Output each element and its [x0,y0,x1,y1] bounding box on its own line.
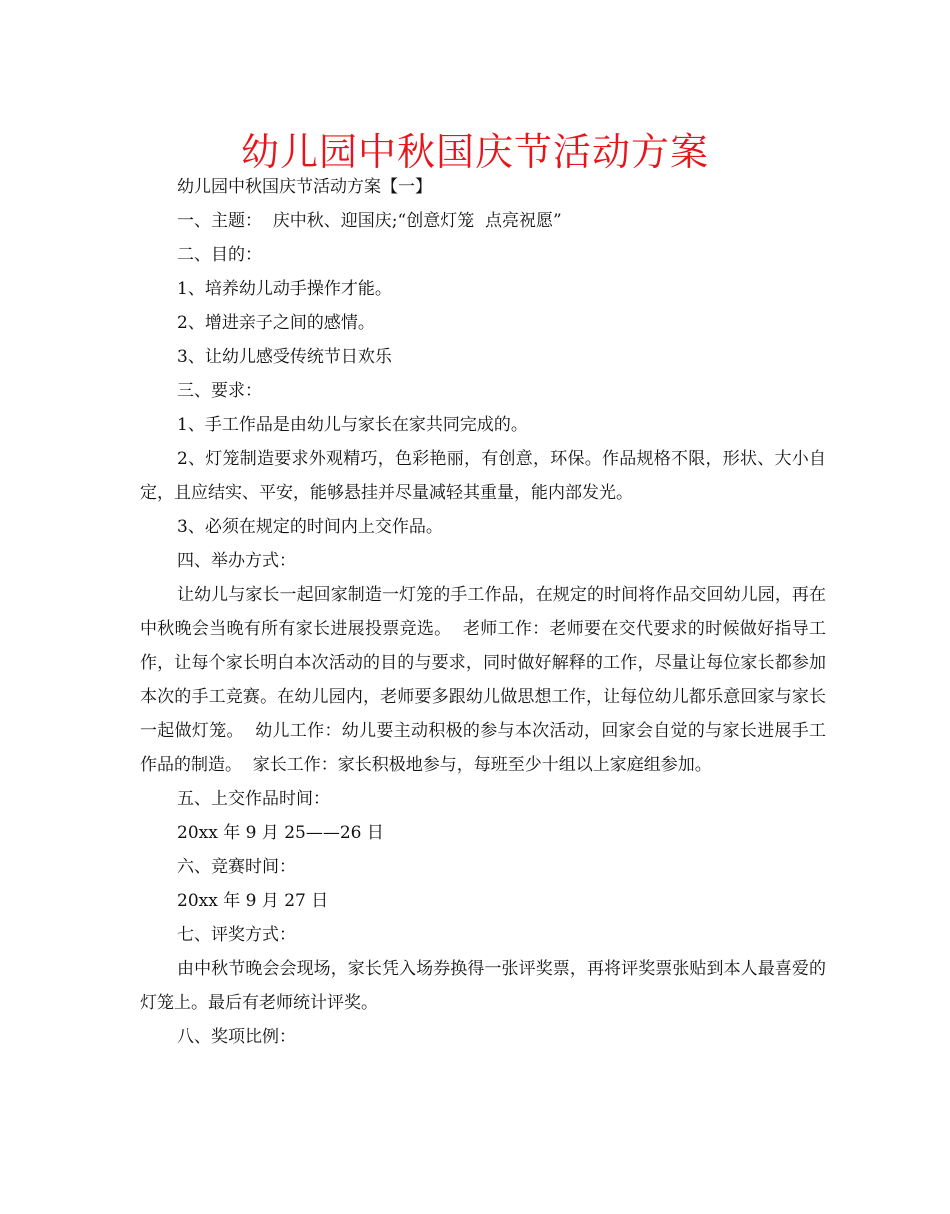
paragraph-requirement-3: 3、必须在规定的时间内上交作品。 [177,517,443,537]
paragraph-purpose-2: 2、增进亲子之间的感情。 [177,313,375,333]
paragraph-theme: 一、主题： 庆中秋、迎国庆;“创意灯笼 点亮祝愿” [177,211,562,231]
paragraph-method-body: 让幼儿与家长一起回家制造一灯笼的手工作品，在规定的时间将作品交回幼儿园，再在中秋晚会当晚有所有家长进展投票竞选。 老师工作：老师要在交代要求的时候做好指导工作，让每个家长明白本次活动的目的与要求，同时做好解释的工作，尽量让每位家长都参加本次的手工竞赛。在幼儿园内，老师要多跟幼儿做思想工作，让每位幼儿都乐意回家与家长一起做灯笼。 幼儿工作：幼儿要主动积极的参与本次活动，回家会自觉的与家长进展手工作品的制造。 家长工作：家长积极地参与，每班至少十组以上家庭组参加。 [140,585,826,775]
paragraph-contest-heading: 六、竞赛时间： [177,857,296,877]
paragraph-judging-heading: 七、评奖方式： [177,925,296,945]
paragraph-method-heading: 四、举办方式： [177,551,296,571]
paragraph-purpose-3: 3、让幼儿感受传统节日欢乐 [177,347,392,367]
document-title: 幼儿园中秋国庆节活动方案 [240,130,709,174]
paragraph-subtitle: 幼儿园中秋国庆节活动方案【一】 [177,177,432,197]
paragraph-purpose-heading: 二、目的： [177,245,262,265]
paragraph-submission-heading: 五、上交作品时间： [177,789,330,809]
paragraph-requirement-1: 1、手工作品是由幼儿与家长在家共同完成的。 [177,415,528,435]
paragraph-purpose-1: 1、培养幼儿动手操作才能。 [177,279,392,299]
paragraph-judging-body: 由中秋节晚会会现场，家长凭入场券换得一张评奖票，再将评奖票张贴到本人最喜爱的灯笼上。最后有老师统计评奖。 [140,959,826,1013]
paragraph-submission-date: 20xx 年 9 月 25——26 日 [177,823,384,843]
paragraph-contest-date: 20xx 年 9 月 27 日 [177,891,329,911]
paragraph-requirement-2: 2、灯笼制造要求外观精巧，色彩艳丽，有创意，环保。作品规格不限，形状、大小自定，且应结实、平安，能够悬挂并尽量减轻其重量，能内部发光。 [140,449,826,503]
paragraph-requirements-heading: 三、要求： [177,381,262,401]
document-body [140,170,826,1054]
paragraph-awards-heading: 八、奖项比例： [177,1027,296,1047]
